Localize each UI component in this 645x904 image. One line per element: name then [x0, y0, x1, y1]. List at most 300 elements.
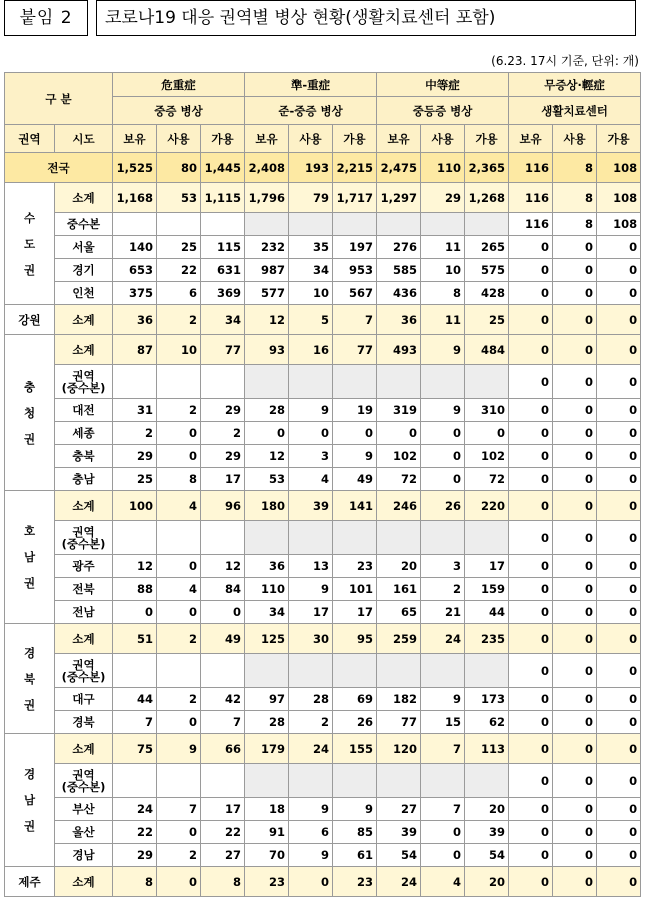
- data-cell: [201, 521, 245, 555]
- data-cell: 0: [509, 236, 553, 259]
- data-cell: 70: [245, 844, 289, 867]
- table-row: [5, 125, 641, 153]
- data-cell: 375: [113, 282, 157, 305]
- sido-label: 충북: [55, 445, 113, 468]
- sido-label: 세종: [55, 422, 113, 445]
- data-cell: 484: [465, 335, 509, 365]
- table-row: [5, 73, 641, 97]
- national-value: 2,365: [465, 153, 509, 183]
- data-cell: 23: [333, 867, 377, 897]
- data-cell: 141: [333, 491, 377, 521]
- data-cell: 0: [597, 236, 641, 259]
- data-cell: 9: [421, 688, 465, 711]
- data-cell: 10: [421, 259, 465, 282]
- data-cell: 0: [377, 422, 421, 445]
- data-cell: 12: [201, 555, 245, 578]
- data-cell: 987: [245, 259, 289, 282]
- data-cell: 24: [289, 734, 333, 764]
- data-cell: 0: [113, 601, 157, 624]
- sido-label: 권역 (중수본): [55, 365, 113, 399]
- data-cell: [465, 764, 509, 798]
- sido-label: 소계: [55, 867, 113, 897]
- data-cell: 4: [289, 468, 333, 491]
- data-cell: 25: [113, 468, 157, 491]
- data-cell: 9: [289, 399, 333, 422]
- sido-label: 소계: [55, 624, 113, 654]
- national-value: 116: [509, 153, 553, 183]
- data-cell: 34: [289, 259, 333, 282]
- data-cell: 1,115: [201, 183, 245, 213]
- table-row: [5, 153, 641, 183]
- data-cell: 97: [245, 688, 289, 711]
- data-cell: 7: [113, 711, 157, 734]
- data-cell: 0: [597, 491, 641, 521]
- data-cell: 0: [553, 654, 597, 688]
- national-value: 2,408: [245, 153, 289, 183]
- data-cell: 87: [113, 335, 157, 365]
- attachment-tag: 붙임 2: [4, 0, 88, 36]
- data-cell: 0: [597, 867, 641, 897]
- data-cell: 9: [421, 335, 465, 365]
- data-cell: 4: [421, 867, 465, 897]
- data-cell: [377, 654, 421, 688]
- data-cell: 0: [421, 422, 465, 445]
- data-cell: 2: [289, 711, 333, 734]
- data-cell: 34: [245, 601, 289, 624]
- data-cell: 265: [465, 236, 509, 259]
- data-cell: 39: [465, 821, 509, 844]
- data-cell: 28: [245, 711, 289, 734]
- data-cell: 0: [509, 624, 553, 654]
- region-label: 수 도 권: [5, 183, 55, 305]
- region-label: 강원: [5, 305, 55, 335]
- data-cell: 101: [333, 578, 377, 601]
- data-cell: 0: [553, 521, 597, 555]
- table-row: [5, 521, 641, 555]
- data-cell: 12: [245, 305, 289, 335]
- data-cell: 428: [465, 282, 509, 305]
- bed-status-table: [4, 72, 641, 897]
- group-header: 中等症: [377, 73, 509, 97]
- data-cell: 8: [553, 213, 597, 236]
- data-cell: 72: [465, 468, 509, 491]
- data-cell: 2: [157, 305, 201, 335]
- data-cell: [421, 521, 465, 555]
- data-cell: 66: [201, 734, 245, 764]
- data-cell: 0: [509, 688, 553, 711]
- data-cell: 0: [597, 578, 641, 601]
- data-cell: [333, 365, 377, 399]
- data-cell: [465, 654, 509, 688]
- data-cell: [245, 365, 289, 399]
- data-cell: 49: [201, 624, 245, 654]
- table-row: [5, 711, 641, 734]
- data-cell: 9: [289, 844, 333, 867]
- data-cell: 22: [201, 821, 245, 844]
- data-cell: 8: [421, 282, 465, 305]
- sido-label: 대구: [55, 688, 113, 711]
- data-cell: 20: [465, 867, 509, 897]
- data-cell: 1,297: [377, 183, 421, 213]
- data-cell: 0: [157, 711, 201, 734]
- data-cell: 42: [201, 688, 245, 711]
- data-cell: 26: [333, 711, 377, 734]
- data-cell: 0: [553, 688, 597, 711]
- data-cell: 26: [421, 491, 465, 521]
- metric-header: 가용: [597, 125, 641, 153]
- data-cell: 10: [289, 282, 333, 305]
- data-cell: 20: [465, 798, 509, 821]
- table-row: [5, 867, 641, 897]
- data-cell: 0: [597, 821, 641, 844]
- data-cell: 0: [509, 399, 553, 422]
- data-cell: 953: [333, 259, 377, 282]
- metric-header: 사용: [421, 125, 465, 153]
- data-cell: [157, 365, 201, 399]
- data-cell: 0: [597, 764, 641, 798]
- data-cell: 77: [377, 711, 421, 734]
- group-subheader: 중등증 병상: [377, 97, 509, 125]
- data-cell: 24: [421, 624, 465, 654]
- data-cell: 108: [597, 213, 641, 236]
- table-row: [5, 468, 641, 491]
- data-cell: 18: [245, 798, 289, 821]
- data-cell: 220: [465, 491, 509, 521]
- data-cell: 2: [157, 624, 201, 654]
- data-cell: [333, 521, 377, 555]
- data-cell: [421, 764, 465, 798]
- data-cell: 7: [421, 798, 465, 821]
- data-cell: 0: [509, 555, 553, 578]
- sido-label: 전남: [55, 601, 113, 624]
- data-cell: 120: [377, 734, 421, 764]
- data-cell: 24: [377, 867, 421, 897]
- data-cell: 0: [509, 259, 553, 282]
- data-cell: 276: [377, 236, 421, 259]
- data-cell: 8: [201, 867, 245, 897]
- metric-header: 가용: [465, 125, 509, 153]
- data-cell: 0: [597, 305, 641, 335]
- data-cell: [333, 654, 377, 688]
- data-cell: 93: [245, 335, 289, 365]
- data-cell: [245, 654, 289, 688]
- data-cell: 113: [465, 734, 509, 764]
- sido-label: 권역 (중수본): [55, 654, 113, 688]
- data-cell: 31: [113, 399, 157, 422]
- data-cell: 0: [509, 365, 553, 399]
- data-cell: 0: [553, 445, 597, 468]
- data-cell: 7: [421, 734, 465, 764]
- data-cell: 0: [245, 422, 289, 445]
- data-cell: 0: [597, 422, 641, 445]
- data-cell: 0: [597, 601, 641, 624]
- data-cell: 3: [421, 555, 465, 578]
- data-cell: 436: [377, 282, 421, 305]
- sido-label: 소계: [55, 491, 113, 521]
- group-subheader: 준-중증 병상: [245, 97, 377, 125]
- data-cell: 0: [597, 844, 641, 867]
- data-cell: 0: [597, 468, 641, 491]
- data-cell: 0: [553, 867, 597, 897]
- data-cell: 0: [597, 654, 641, 688]
- table-row: [5, 555, 641, 578]
- data-cell: 0: [597, 555, 641, 578]
- data-cell: 0: [597, 445, 641, 468]
- data-cell: 0: [509, 654, 553, 688]
- data-cell: 0: [157, 821, 201, 844]
- national-value: 1,445: [201, 153, 245, 183]
- national-value: 1,525: [113, 153, 157, 183]
- metric-header: 보유: [113, 125, 157, 153]
- data-cell: 0: [553, 821, 597, 844]
- data-cell: 0: [157, 601, 201, 624]
- group-header: 危重症: [113, 73, 245, 97]
- data-cell: 0: [597, 259, 641, 282]
- data-cell: 6: [157, 282, 201, 305]
- data-cell: 159: [465, 578, 509, 601]
- sido-label: 부산: [55, 798, 113, 821]
- data-cell: [465, 365, 509, 399]
- document-header: [0, 0, 645, 40]
- data-cell: 19: [333, 399, 377, 422]
- data-cell: 39: [377, 821, 421, 844]
- data-cell: 23: [333, 555, 377, 578]
- data-cell: [113, 764, 157, 798]
- sido-label: 경기: [55, 259, 113, 282]
- data-cell: 0: [509, 601, 553, 624]
- table-row: [5, 422, 641, 445]
- data-cell: 9: [333, 445, 377, 468]
- metric-header: 사용: [157, 125, 201, 153]
- header-region: 권역: [5, 125, 55, 153]
- table-row: [5, 844, 641, 867]
- data-cell: 9: [333, 798, 377, 821]
- table-row: [5, 305, 641, 335]
- data-cell: 34: [201, 305, 245, 335]
- data-cell: 319: [377, 399, 421, 422]
- data-cell: 62: [465, 711, 509, 734]
- national-value: 2,475: [377, 153, 421, 183]
- data-cell: 0: [333, 422, 377, 445]
- data-cell: [113, 654, 157, 688]
- data-cell: 0: [509, 422, 553, 445]
- sido-label: 소계: [55, 183, 113, 213]
- table-row: [5, 282, 641, 305]
- data-cell: 2: [201, 422, 245, 445]
- data-cell: 0: [553, 259, 597, 282]
- data-cell: 0: [509, 578, 553, 601]
- data-cell: 155: [333, 734, 377, 764]
- data-cell: 7: [201, 711, 245, 734]
- metric-header: 사용: [553, 125, 597, 153]
- data-cell: 575: [465, 259, 509, 282]
- data-cell: 102: [465, 445, 509, 468]
- data-cell: 77: [333, 335, 377, 365]
- data-cell: 0: [157, 867, 201, 897]
- data-cell: 23: [245, 867, 289, 897]
- data-cell: 96: [201, 491, 245, 521]
- data-cell: 9: [289, 578, 333, 601]
- data-cell: 1,268: [465, 183, 509, 213]
- sido-label: 경북: [55, 711, 113, 734]
- data-cell: 0: [553, 282, 597, 305]
- sido-label: 경남: [55, 844, 113, 867]
- data-cell: [377, 365, 421, 399]
- data-cell: [201, 365, 245, 399]
- data-cell: 161: [377, 578, 421, 601]
- national-value: 110: [421, 153, 465, 183]
- data-cell: 0: [201, 601, 245, 624]
- region-label: 경 북 권: [5, 624, 55, 734]
- table-row: [5, 399, 641, 422]
- data-cell: 0: [509, 335, 553, 365]
- unit-note: (6.23. 17시 기준, 단위: 개): [491, 54, 639, 68]
- data-cell: 173: [465, 688, 509, 711]
- data-cell: 54: [465, 844, 509, 867]
- table-row: [5, 213, 641, 236]
- metric-header: 사용: [289, 125, 333, 153]
- data-cell: 0: [553, 399, 597, 422]
- data-cell: 17: [201, 798, 245, 821]
- sido-label: 대전: [55, 399, 113, 422]
- data-cell: 29: [113, 844, 157, 867]
- table-row: [5, 365, 641, 399]
- data-cell: 77: [201, 335, 245, 365]
- national-value: 80: [157, 153, 201, 183]
- data-cell: 30: [289, 624, 333, 654]
- data-cell: 22: [113, 821, 157, 844]
- data-cell: 0: [509, 521, 553, 555]
- data-cell: 28: [289, 688, 333, 711]
- data-cell: 16: [289, 335, 333, 365]
- table-row: [5, 821, 641, 844]
- table-row: [5, 183, 641, 213]
- data-cell: 4: [157, 491, 201, 521]
- table-row: [5, 445, 641, 468]
- data-cell: [333, 213, 377, 236]
- table-row: [5, 491, 641, 521]
- metric-header: 가용: [201, 125, 245, 153]
- data-cell: [289, 521, 333, 555]
- data-cell: 13: [289, 555, 333, 578]
- data-cell: 577: [245, 282, 289, 305]
- group-subheader: 생활치료센터: [509, 97, 641, 125]
- sido-label: 전북: [55, 578, 113, 601]
- data-cell: 0: [597, 399, 641, 422]
- region-label: 제주: [5, 867, 55, 897]
- data-cell: 0: [597, 365, 641, 399]
- data-cell: 29: [201, 399, 245, 422]
- data-cell: 100: [113, 491, 157, 521]
- data-cell: 0: [509, 711, 553, 734]
- data-cell: 0: [157, 555, 201, 578]
- metric-header: 가용: [333, 125, 377, 153]
- data-cell: 1,796: [245, 183, 289, 213]
- data-cell: 28: [245, 399, 289, 422]
- data-cell: 49: [333, 468, 377, 491]
- header-sido: 시도: [55, 125, 113, 153]
- data-cell: 8: [157, 468, 201, 491]
- data-cell: 0: [509, 734, 553, 764]
- data-cell: 0: [509, 468, 553, 491]
- national-value: 2,215: [333, 153, 377, 183]
- data-cell: 85: [333, 821, 377, 844]
- data-cell: 0: [553, 624, 597, 654]
- sido-label: 소계: [55, 335, 113, 365]
- data-cell: 61: [333, 844, 377, 867]
- header-gubun: 구 분: [5, 73, 113, 125]
- data-cell: 0: [553, 844, 597, 867]
- data-cell: 0: [421, 821, 465, 844]
- data-cell: 0: [597, 282, 641, 305]
- group-header: 準-重症: [245, 73, 377, 97]
- metric-header: 보유: [377, 125, 421, 153]
- data-cell: 0: [553, 601, 597, 624]
- region-label: 충 청 권: [5, 335, 55, 491]
- data-cell: 12: [245, 445, 289, 468]
- sido-label: 서울: [55, 236, 113, 259]
- data-cell: 3: [289, 445, 333, 468]
- data-cell: 0: [597, 798, 641, 821]
- data-cell: 25: [465, 305, 509, 335]
- data-cell: 2: [157, 399, 201, 422]
- data-cell: 110: [245, 578, 289, 601]
- data-cell: 25: [157, 236, 201, 259]
- national-label: 전국: [5, 153, 113, 183]
- data-cell: 0: [509, 445, 553, 468]
- data-cell: 9: [421, 399, 465, 422]
- data-cell: 235: [465, 624, 509, 654]
- data-cell: 2: [113, 422, 157, 445]
- data-cell: 232: [245, 236, 289, 259]
- data-cell: 0: [421, 468, 465, 491]
- data-cell: 0: [597, 624, 641, 654]
- data-cell: [289, 654, 333, 688]
- data-cell: 11: [421, 236, 465, 259]
- table-row: [5, 688, 641, 711]
- data-cell: 53: [245, 468, 289, 491]
- data-cell: 0: [509, 867, 553, 897]
- data-cell: 2: [157, 688, 201, 711]
- data-cell: 29: [113, 445, 157, 468]
- data-cell: [377, 521, 421, 555]
- data-cell: 29: [421, 183, 465, 213]
- metric-header: 보유: [245, 125, 289, 153]
- data-cell: 12: [113, 555, 157, 578]
- data-cell: [157, 521, 201, 555]
- data-cell: 17: [201, 468, 245, 491]
- data-cell: [157, 764, 201, 798]
- data-cell: [113, 365, 157, 399]
- data-cell: 0: [157, 422, 201, 445]
- sido-label: 권역 (중수본): [55, 764, 113, 798]
- data-cell: 0: [465, 422, 509, 445]
- data-cell: [113, 213, 157, 236]
- data-cell: [245, 521, 289, 555]
- sido-label: 충남: [55, 468, 113, 491]
- data-cell: 17: [289, 601, 333, 624]
- data-cell: 0: [553, 335, 597, 365]
- data-cell: 0: [509, 764, 553, 798]
- data-cell: 0: [553, 236, 597, 259]
- region-label: 경 남 권: [5, 734, 55, 867]
- table-row: [5, 335, 641, 365]
- data-cell: 369: [201, 282, 245, 305]
- table-row: [5, 734, 641, 764]
- data-cell: 0: [597, 734, 641, 764]
- data-cell: 0: [553, 798, 597, 821]
- data-cell: 0: [421, 844, 465, 867]
